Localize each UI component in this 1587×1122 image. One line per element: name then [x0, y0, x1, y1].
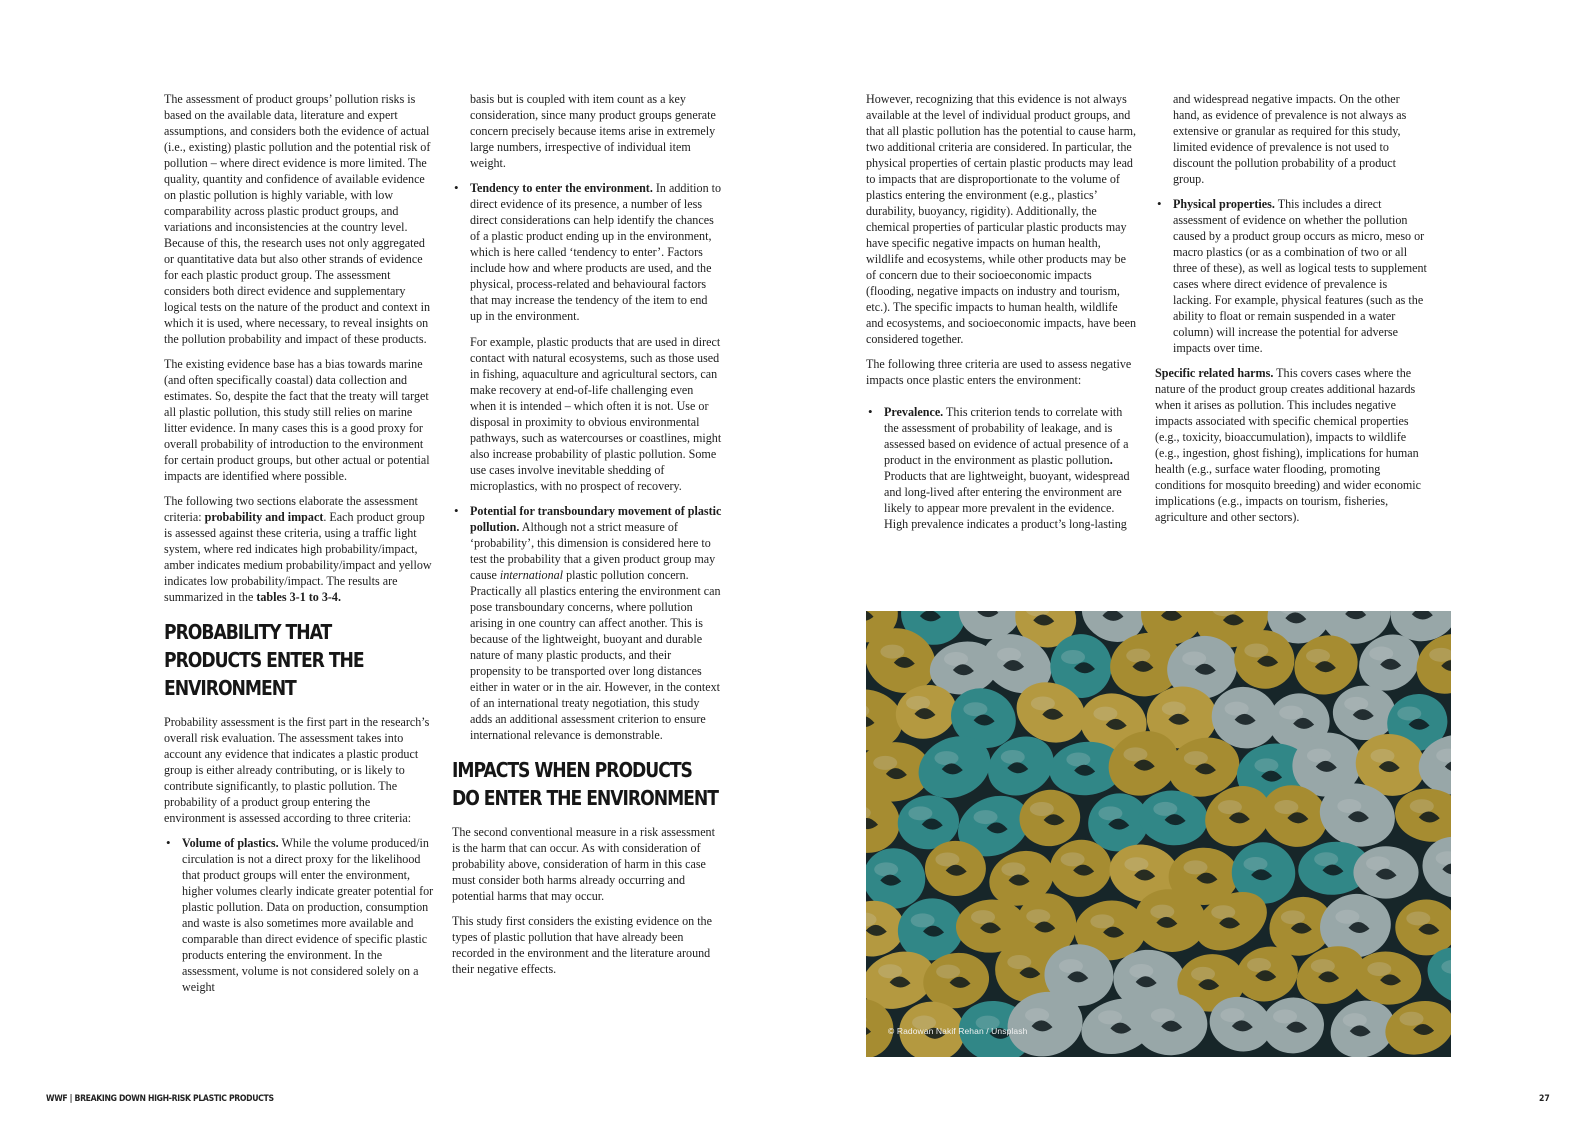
plastic-bags-photo — [866, 611, 1451, 1057]
criteria-list — [452, 180, 722, 743]
list-item — [164, 835, 434, 995]
page-number: 27 — [1539, 1094, 1550, 1104]
paragraph: This study first considers the existing evidence on the types of plastic pollution that have already been recorded in the environment and the literature around their negative effects. — [452, 914, 712, 976]
list-item — [1155, 196, 1427, 356]
bullet-text: This criterion tends to correlate with the assessment of probability of leakage, and is assessed based on evidence of actual presence of a product in the environment as plastic pollution — [884, 405, 1129, 467]
text-run: The following two sections elaborate the assessment criteria: — [164, 494, 418, 524]
bullet-continuation: For example, plastic products that are used in direct contact with natural ecosystems, such as those used in fishing, aquaculture and agricultural sectors, can make recovery at end-of-life challenging even when it is intended – which often it is not. Use or disposal in proximity to obvious environmental pathways, such as watercourses or coastlines, might also increase probability of plastic pollution. Some use cases involve inevitable shedding of microplastics, with no prospect of recovery. — [470, 335, 722, 493]
bullet-title: Volume of plastics. — [182, 836, 279, 850]
text-column-1 — [164, 91, 434, 1004]
section-heading: PROBABILITY THAT PRODUCTS ENTER THE ENVIRONMENT — [164, 620, 364, 700]
bold-text: . — [1109, 453, 1113, 467]
text-column-3 — [866, 91, 1138, 541]
bold-text: Specific related harms. — [1155, 366, 1274, 380]
criteria-list — [164, 835, 434, 995]
bold-text: tables 3-1 to 3-4. — [256, 590, 342, 604]
photo-credit: © Radowan Nakif Rehan / Unsplash — [888, 1026, 1028, 1036]
section-heading: IMPACTS WHEN PRODUCTS DO ENTER THE ENVIRONMENT — [452, 758, 718, 810]
bullet-text: While the volume produced/in circulation is not a direct proxy for the likelihood that product groups will enter the environment, higher volumes clearly indicate greater potential for plastic pollution. Data on production, consumption and waste is also sometimes more available and comparable than direct evidence of specific plastic products entering the environment. In the assessment, volume is not considered solely on a weight — [182, 836, 434, 994]
list-item — [452, 503, 722, 743]
paragraph — [164, 493, 434, 605]
paragraph: The second conventional measure in a risk assessment is the harm that can occur. As with consideration of probability above, consideration of harm in this case must consider both harms already occurring and potential harms that may occur. — [452, 825, 715, 903]
paragraph: The following three criteria are used to assess negative impacts once plastic enters the environment: — [866, 357, 1132, 387]
bold-text: probability and impact — [204, 510, 324, 524]
paragraph — [1155, 365, 1427, 525]
criteria-list — [866, 404, 1138, 532]
bullet-text: plastic pollution concern. Practically all plastics entering the environment can pose transboundary concerns, where pollution arising in one country can affect another. This is because of the lightweight, buoyant and durable nature of many plastic products, and their propensity to be transported over long distances either in water or in the air. However, in the context of an international treaty negotiation, this study adds an additional assessment criterion to ensure international relevance is demonstrable. — [470, 568, 721, 742]
footer-title: WWF | BREAKING DOWN HIGH-RISK PLASTIC PRODUCTS — [46, 1094, 274, 1104]
bullet-text: Products that are lightweight, buoyant, widespread and long-lived after entering the environment are likely to appear more prevalent in the evidence. High prevalence indicates a product’s long-lasting — [884, 469, 1130, 531]
photo-illustration — [866, 611, 1451, 1057]
paragraph: Probability assessment is the first part in the research’s overall risk evaluation. The assessment takes into account any evidence that indicates a plastic product group is either already contributing, or is likely to contribute significantly, to plastic pollution. The probability of a product group entering the environment is assessed according to three criteria: — [164, 715, 430, 825]
text-run: This covers cases where the nature of the product group creates additional hazards when it arises as pollution. This includes negative impacts associated with specific chemical properties (e.g., toxicity, bioaccumulation), impacts to wildlife (e.g., ingestion, ghost fishing), implications for human health (e.g., surface water flooding, promoting conditions for mosquito breeding) and wider economic implications (e.g., impacts on tourism, fisheries, agriculture and other sectors). — [1155, 366, 1421, 524]
italic-text: international — [499, 568, 564, 582]
text-column-4 — [1155, 91, 1427, 534]
list-item — [452, 180, 722, 494]
text-column-2 — [452, 91, 722, 986]
bullet-text: Although not a strict measure of ‘probability’, this dimension is considered here to test the probability that a given product group may cause — [470, 520, 716, 582]
bullet-title: Tendency to enter the environment. — [470, 181, 653, 195]
bullet-text: This includes a direct assessment of evidence on whether the pollution caused by a product group occurs as micro, meso or macro plastics (or as a combination of two or all three of these), as well as logical tests to supplement cases where direct evidence of prevalence is lacking. For example, physical features (such as the ability to float or remain suspended in a water column) will increase the potential for adverse impacts over time. — [1173, 197, 1427, 355]
paragraph: The assessment of product groups’ pollution risks is based on the available data, literature and expert assumptions, and considers both the evidence of actual (i.e., existing) plastic pollution and the potential risk of pollution – where direct evidence is more limited. The quality, quantity and confidence of available evidence on plastic pollution is highly variable, with low comparability across plastic product groups, and variations and inconsistencies at the country level. Because of this, the research uses not only aggregated or quantitative data but also other strands of evidence for each plastic product group. The assessment considers both direct evidence and supplementary logical tests on the nature of the product and context in which it is used, where necessary, to reveal insights on the pollution probability and impact of these products. — [164, 92, 431, 346]
bullet-title: Prevalence. — [884, 405, 944, 419]
text-run: . Each product group is assessed against these criteria, using a traffic light system, where red indicates high probability/impact, amber indicates medium probability/impact and yellow indicates low probability/impact. The results are summarized in the — [164, 510, 432, 604]
criteria-list — [1155, 196, 1427, 356]
list-item — [866, 404, 1138, 532]
paragraph: and widespread negative impacts. On the other hand, as evidence of prevalence is not always as extensive or granular as required for this study, limited evidence of prevalence is not used to discount the pollution probability of a product group. — [1173, 92, 1407, 186]
bullet-title: Potential for transboundary movement of plastic pollution. — [470, 504, 722, 534]
bullet-title: Physical properties. — [1173, 197, 1275, 211]
paragraph: basis but is coupled with item count as a key consideration, since many product groups generate concern precisely because items arise in extremely large numbers, irrespective of individual item weight. — [470, 92, 716, 170]
paragraph: The existing evidence base has a bias towards marine (and often specifically coastal) data collection and estimates. So, despite the fact that the treaty will target all plastic pollution, this study still relies on marine litter evidence. In many cases this is a good proxy for overall probability of introduction to the environment for certain product groups, but other actual or potential impacts are identified where possible. — [164, 357, 430, 483]
paragraph: However, recognizing that this evidence is not always available at the level of individual product groups, and that all plastic pollution has the potential to cause harm, two additional criteria are considered. In particular, the physical properties of certain plastic products may lead to impacts that are disproportionate to the volume of plastics entering the environment (e.g., plastics’ durability, buoyancy, rigidity). Additionally, the chemical properties of particular plastic products may have specific negative impacts on human health, wildlife and ecosystems, while other products may be of concern due to their socioeconomic impacts (flooding, negative impacts on industry and tourism, etc.). The specific impacts to human health, wildlife and ecosystems, and socioeconomic impacts, have been considered together. — [866, 92, 1137, 346]
bullet-text: In addition to direct evidence of its presence, a number of less direct considerations can help identify the chances of a plastic product ending up in the environment, which is here called ‘tendency to enter’. Factors include how and where products are used, and the physical, process-related and behavioural factors that may increase the tendency of the item to end up in the environment. — [470, 181, 722, 323]
